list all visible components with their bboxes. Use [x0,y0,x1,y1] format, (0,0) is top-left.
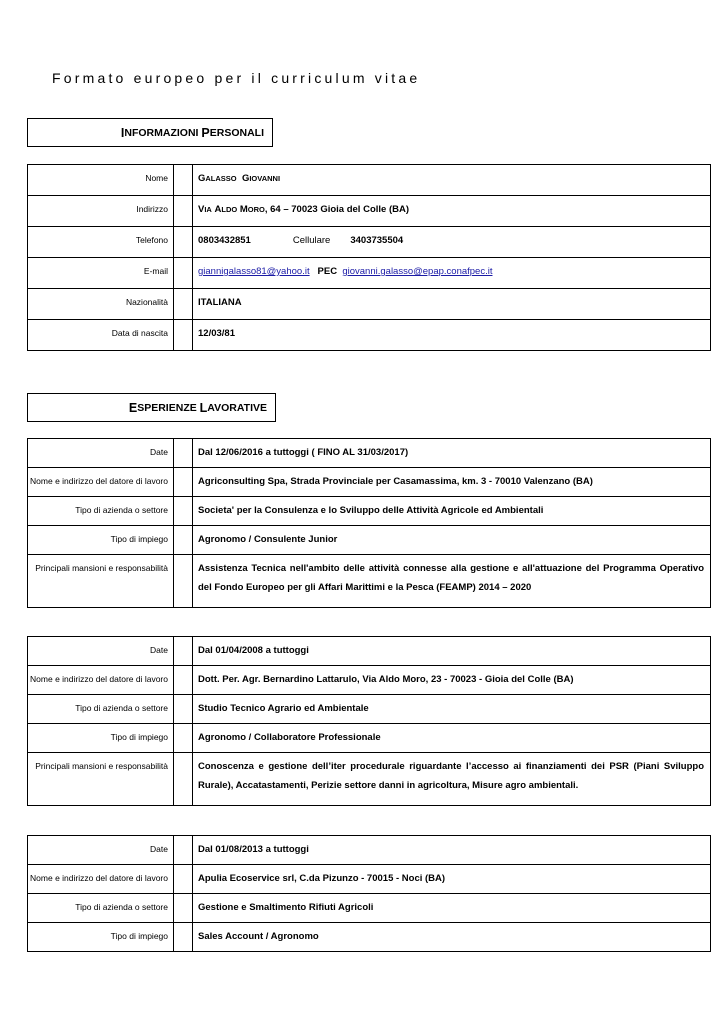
table-row [28,894,711,923]
table-row [28,165,711,196]
heading-word: SPERIENZE [137,401,197,414]
date-label: Date [28,637,174,666]
job-duties: Assistenza Tecnica nell'ambito delle attività connesse alla gestione e all'attuazione del Programma Operativo del Fondo Europeo per gli Affari Marittimi e la Pesca (FEAMP) 2014 – 2020 [193,555,711,608]
heading-initial: P [201,125,210,140]
personal-info-heading [27,118,273,147]
sector-label: Tipo di azienda o settore [28,894,174,923]
job-employer: Agriconsulting Spa, Strada Provinciale per Casamassima, km. 3 - 70010 Valenzano (BA) [193,468,711,497]
mobile-label: Cellulare [292,235,331,246]
sector-label: Tipo di azienda o settore [28,695,174,724]
name-value: GALASSO GIOVANNI [193,165,711,196]
date-label: Date [28,439,174,468]
table-row [28,320,711,351]
duties-label: Principali mansioni e responsabilità [28,555,174,608]
table-row [28,227,711,258]
position-label: Tipo di impiego [28,923,174,952]
personal-info-table [27,164,711,351]
table-row [28,258,711,289]
phone-label: Telefono [28,227,174,258]
table-row [28,666,711,695]
employer-label: Nome e indirizzo del datore di lavoro [28,865,174,894]
table-row [28,439,711,468]
employer-label: Nome e indirizzo del datore di lavoro [28,468,174,497]
table-row [28,865,711,894]
table-row [28,196,711,227]
pec-link[interactable]: giovanni.galasso@epap.conafpec.it [342,266,493,277]
heading-initial: L [199,400,208,415]
heading-word: NFORMAZIONI [124,126,199,139]
work-experience-heading [27,393,276,422]
name-label: Nome [28,165,174,196]
document-title: Formato europeo per il curriculum vitae [52,70,421,86]
job-position: Agronomo / Consulente Junior [193,526,711,555]
duties-label: Principali mansioni e responsabilità [28,753,174,806]
heading-word: AVORATIVE [207,401,267,414]
job-duties: Conoscenza e gestione dell’iter procedurale riguardante l’accesso ai finanziamenti dei PSR (Piani Sviluppo Rurale), Accatastamenti, Perizie settore danni in agricoltura, Misure agro ambientali. [193,753,711,806]
table-row [28,526,711,555]
heading-initial: E [128,400,138,415]
table-row [28,923,711,952]
job-table-2 [27,636,711,806]
address-label: Indirizzo [28,196,174,227]
email-label: E-mail [28,258,174,289]
table-row [28,724,711,753]
phone-value: 0803432851 Cellulare 3403735504 [193,227,711,258]
nationality-value: ITALIANA [193,289,711,320]
table-row [28,497,711,526]
email-link[interactable]: giannigalasso81@yahoo.it [198,266,310,277]
job-date: Dal 01/08/2013 a tuttoggi [193,836,711,865]
table-row [28,836,711,865]
table-row [28,555,711,608]
position-label: Tipo di impiego [28,724,174,753]
nationality-label: Nazionalità [28,289,174,320]
heading-word: ERSONALI [209,126,264,139]
table-row [28,637,711,666]
job-table-1 [27,438,711,608]
heading-initial: I [120,125,125,140]
date-label: Date [28,836,174,865]
job-sector: Studio Tecnico Agrario ed Ambientale [193,695,711,724]
job-position: Agronomo / Collaboratore Professionale [193,724,711,753]
job-sector: Societa' per la Consulenza e lo Sviluppo delle Attività Agricole ed Ambientali [193,497,711,526]
job-position: Sales Account / Agronomo [193,923,711,952]
job-date: Dal 12/06/2016 a tuttoggi ( FINO AL 31/03/2017) [193,439,711,468]
sector-label: Tipo di azienda o settore [28,497,174,526]
mobile-value: 3403735504 [350,235,404,246]
address-value: VIA ALDO MORO, 64 – 70023 Gioia del Colle (BA) [193,196,711,227]
birth-label: Data di nascita [28,320,174,351]
job-sector: Gestione e Smaltimento Rifiuti Agricoli [193,894,711,923]
table-row [28,289,711,320]
pec-label: PEC [317,266,338,277]
job-employer: Apulia Ecoservice srl, C.da Pizunzo - 70015 - Noci (BA) [193,865,711,894]
job-table-3 [27,835,711,952]
job-employer: Dott. Per. Agr. Bernardino Lattarulo, Via Aldo Moro, 23 - 70023 - Gioia del Colle (BA) [193,666,711,695]
table-row [28,753,711,806]
table-row [28,695,711,724]
employer-label: Nome e indirizzo del datore di lavoro [28,666,174,695]
table-row [28,468,711,497]
birth-value: 12/03/81 [193,320,711,351]
position-label: Tipo di impiego [28,526,174,555]
job-date: Dal 01/04/2008 a tuttoggi [193,637,711,666]
